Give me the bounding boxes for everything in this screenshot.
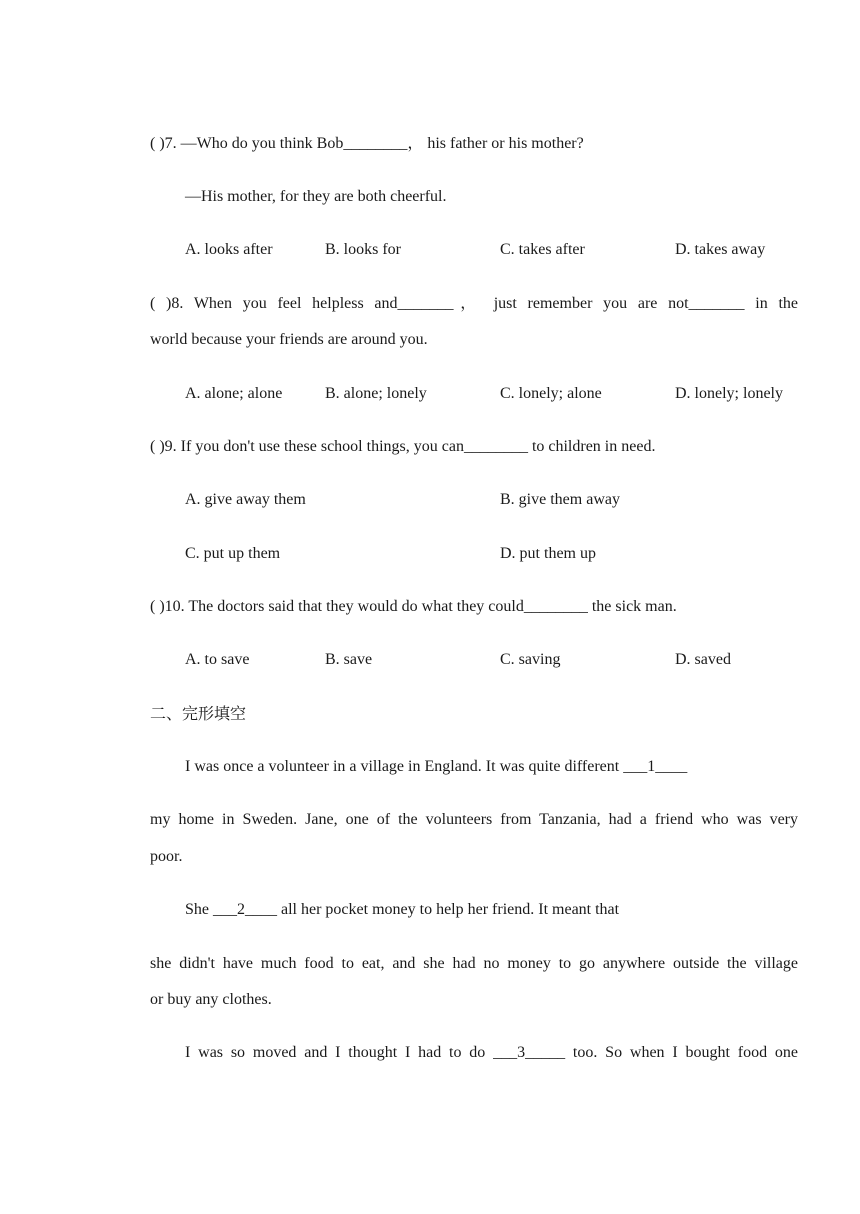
section-title-cloze: 二、完形填空 <box>150 704 247 723</box>
question-10-stem: ( )10. The doctors said that they would do what they could________ the sick man. <box>150 598 677 615</box>
question-9-stem: ( )9. If you don't use these school things, you can________ to children in need. <box>150 438 656 455</box>
question-7-stem: ( )7. —Who do you think Bob________， his father or his mother? <box>150 135 584 152</box>
passage-p1-line-1: I was once a volunteer in a village in England. It was quite different ___1____ <box>185 758 688 775</box>
question-7-option-a: A. looks after <box>185 241 273 258</box>
question-8-option-a: A. alone; alone <box>185 385 283 402</box>
question-9-option-b: B. give them away <box>500 491 620 508</box>
question-10-option-a: A. to save <box>185 651 250 668</box>
question-7-option-b: B. looks for <box>325 241 401 258</box>
passage-p3-line-1: I was so moved and I thought I had to do ___3_____ too. So when I bought food one <box>185 1044 798 1061</box>
question-7-option-c: C. takes after <box>500 241 585 258</box>
question-8-stem-line-1: ( )8. When you feel helpless and_______， just remember you are not_______ in the <box>150 295 798 312</box>
passage-p2-line-1: She ___2____ all her pocket money to help her friend. It meant that <box>185 901 620 918</box>
question-8-option-c: C. lonely; alone <box>500 385 602 402</box>
question-9-option-a: A. give away them <box>185 491 306 508</box>
question-8-option-b: B. alone; lonely <box>325 385 427 402</box>
question-8-option-d: D. lonely; lonely <box>675 385 783 402</box>
question-10-option-d: D. saved <box>675 651 731 668</box>
passage-p1-line-3: poor. <box>150 848 183 865</box>
passage-p2-line-3: or buy any clothes. <box>150 991 272 1008</box>
question-9-option-d: D. put them up <box>500 545 596 562</box>
passage-p2-line-2: she didn't have much food to eat, and she had no money to go anywhere outside the village <box>150 955 798 972</box>
question-8-stem-line-2: world because your friends are around you. <box>150 331 428 348</box>
passage-p1-line-2: my home in Sweden. Jane, one of the volunteers from Tanzania, had a friend who was very <box>150 811 798 828</box>
question-7-answer: —His mother, for they are both cheerful. <box>185 188 447 205</box>
question-9-option-c: C. put up them <box>185 545 281 562</box>
question-10-option-c: C. saving <box>500 651 561 668</box>
question-10-option-b: B. save <box>325 651 373 668</box>
question-7-option-d: D. takes away <box>675 241 766 258</box>
